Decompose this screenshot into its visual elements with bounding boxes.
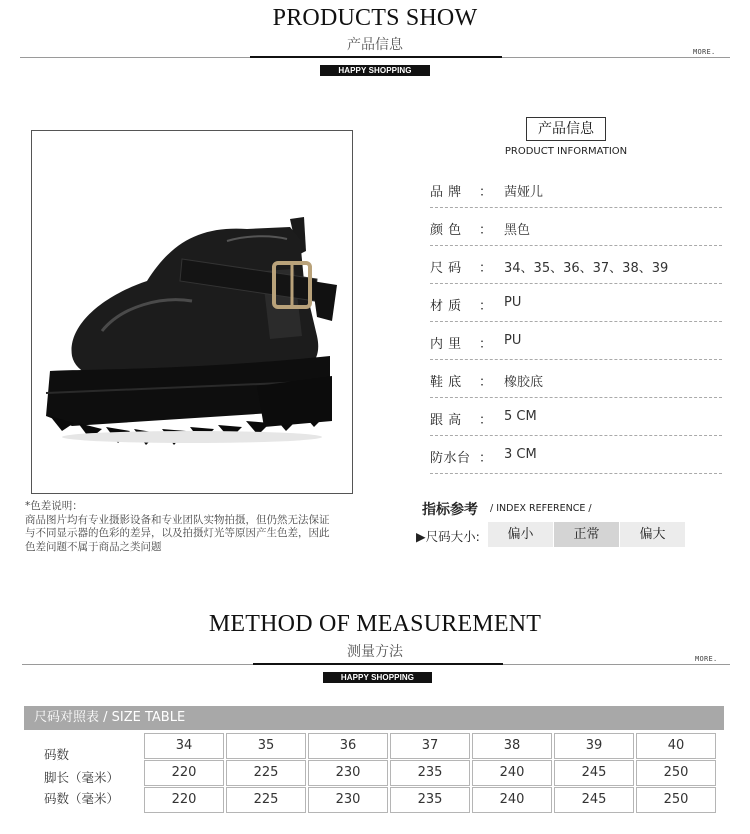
size-cell: 38 [472,733,552,759]
index-reference-en: / INDEX REFERENCE / [490,503,592,514]
size-cell: 36 [308,733,388,759]
info-label: 鞋 底 [430,375,462,390]
size-table-row-label: 脚长（毫米） [44,770,120,785]
info-label: 尺 码 [430,261,462,276]
info-colon: ： [479,375,493,390]
info-label: 内 里 [430,337,462,352]
size-mm-cell: 250 [636,787,716,813]
info-label: 防水台 [430,451,471,466]
info-row-heel [430,409,722,436]
size-table-row-label: 码数 [44,747,70,762]
info-label: 品 牌 [430,185,462,200]
size-fit-large: 偏大 [620,522,685,547]
info-row-color [430,219,722,246]
foot-length-cell: 250 [636,760,716,786]
info-label: 颜 色 [430,223,462,238]
info-colon: ： [479,185,493,200]
foot-length-cell: 245 [554,760,634,786]
info-row-brand [430,181,722,208]
info-colon: ： [479,451,493,466]
color-difference-note [25,500,365,554]
info-value: 5 CM [504,409,537,424]
product-info-subtitle: PRODUCT INFORMATION [504,146,628,157]
product-photo [31,130,353,494]
happy-shopping-badge: HAPPY SHOPPING [320,65,430,76]
info-value: 茜娅儿 [504,185,544,200]
info-colon: ： [479,299,493,314]
note-heading: *色差说明： [25,500,83,512]
foot-length-cell: 240 [472,760,552,786]
info-row-material [430,295,722,322]
info-label: 跟 高 [430,413,462,428]
size-fit-small: 偏小 [488,522,553,547]
foot-length-cell: 220 [144,760,224,786]
foot-length-cell: 225 [226,760,306,786]
note-line: 色差问题不属于商品之类问题 [25,540,162,553]
size-mm-cell: 225 [226,787,306,813]
index-reference-title: 指标参考 [422,502,478,518]
size-mm-cell: 220 [144,787,224,813]
info-label: 材 质 [430,299,462,314]
size-mm-cell: 245 [554,787,634,813]
info-value: 3 CM [504,447,537,462]
happy-shopping-badge: HAPPY SHOPPING [323,672,432,683]
measurement-title: METHOD OF MEASUREMENT [208,611,542,637]
info-value: PU [504,295,522,310]
note-line: 商品图片均有专业摄影设备和专业团队实物拍摄，但仍然无法保证 [25,513,330,526]
products-show-title: PRODUCTS SHOW [272,5,478,31]
more-link[interactable]: MORE. [695,655,718,663]
note-line: 与不同显示器的色彩的差异，以及拍摄灯光等原因产生色差，因此 [25,527,330,539]
more-link[interactable]: MORE. [693,48,716,56]
size-fit-label: ▶尺码大小: [416,529,480,544]
info-row-platform [430,447,722,474]
header-rule-accent [250,56,502,58]
size-mm-cell: 240 [472,787,552,813]
boot-image [32,131,352,493]
size-table-header: 尺码对照表 / SIZE TABLE [24,706,724,730]
size-cell: 34 [144,733,224,759]
measurement-subtitle: 测量方法 [347,644,403,660]
info-colon: ： [479,261,493,276]
info-value: PU [504,333,522,348]
size-mm-cell: 235 [390,787,470,813]
size-mm-cell: 230 [308,787,388,813]
info-colon: ： [479,337,493,352]
size-cell: 40 [636,733,716,759]
measurement-rule-accent [253,663,503,665]
size-fit-normal: 正常 [554,522,619,547]
size-table-row-label: 码数（毫米） [44,791,120,806]
info-row-sole [430,371,722,398]
info-value: 橡胶底 [504,375,544,390]
info-value: 34、35、36、37、38、39 [504,261,669,276]
products-show-subtitle: 产品信息 [347,37,403,53]
foot-length-cell: 230 [308,760,388,786]
product-info-title: 产品信息 [526,117,606,141]
size-cell: 37 [390,733,470,759]
info-value: 黑色 [504,223,531,238]
foot-length-cell: 235 [390,760,470,786]
size-cell: 39 [554,733,634,759]
info-colon: ： [479,223,493,238]
info-row-lining [430,333,722,360]
size-cell: 35 [226,733,306,759]
info-colon: ： [479,413,493,428]
info-row-size [430,257,722,284]
